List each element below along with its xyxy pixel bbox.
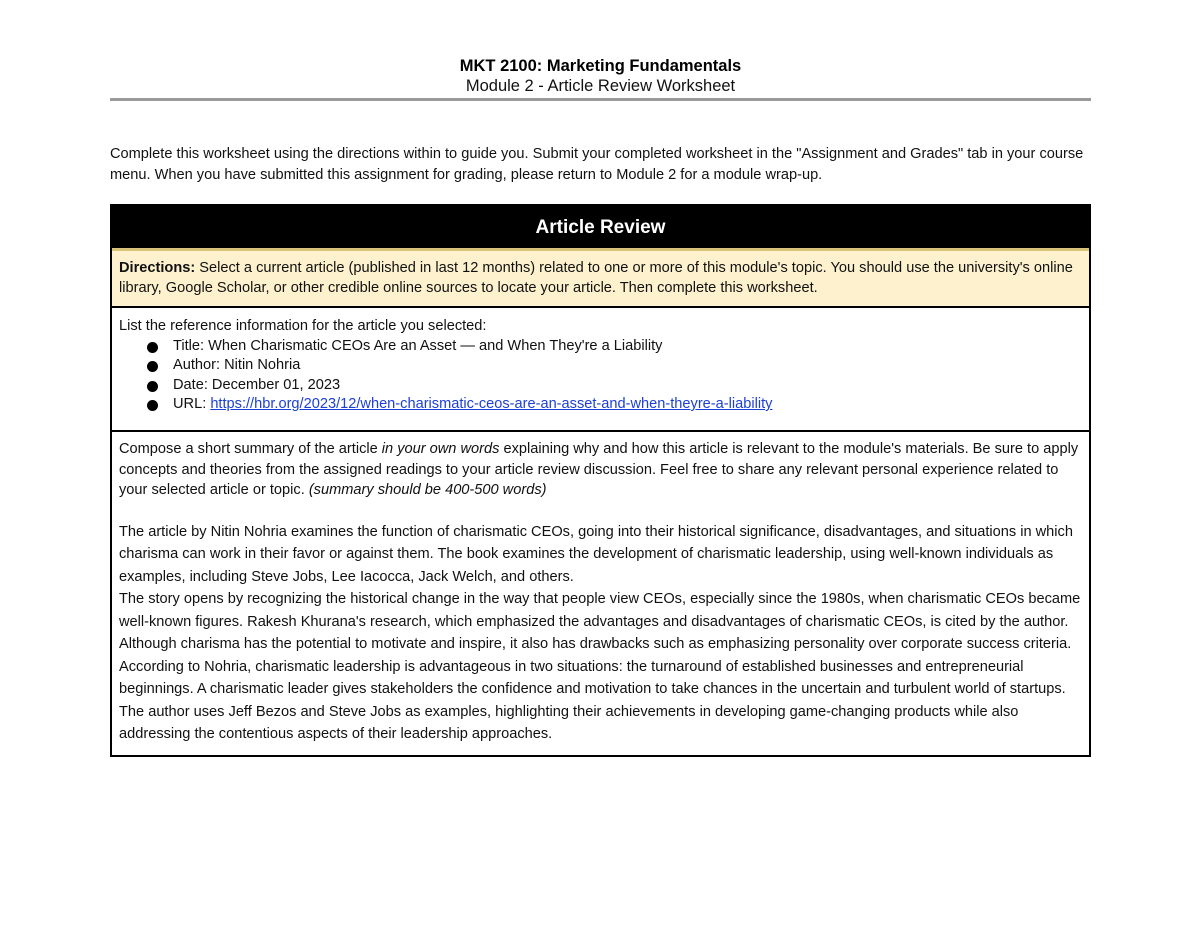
summary-prompt-part1: Compose a short summary of the article xyxy=(119,441,382,457)
summary-prompt xyxy=(119,439,1082,501)
reference-author: Author: Nitin Nohria xyxy=(173,357,301,373)
list-item xyxy=(147,376,1082,396)
summary-prompt-emphasis: in your own words xyxy=(381,441,500,457)
bullet-icon xyxy=(147,361,158,372)
reference-section xyxy=(112,308,1089,432)
list-item xyxy=(147,356,1082,376)
answer-paragraph: According to Nohria, charismatic leadership is advantageous in two situations: the turnaround of established businesses and entrepreneurial beginnings. A charismatic leader gives stakeholders the confidence and motivation to take chances in the uncertain and turbulent world of startups. The author uses Jeff Bezos and Steve Jobs as examples, highlighting their achievements in developing game-changing products while also addressing the contentious aspects of their leadership approaches. xyxy=(119,658,1066,742)
bullet-icon xyxy=(147,400,158,411)
bullet-icon xyxy=(147,381,158,392)
reference-list xyxy=(119,337,1082,415)
summary-prompt-part3: explaining why and how this article is relevant to the module's materials. Be sure to apply concepts and theories from the assigned readings to your article review discussion. Feel free to share any relevant personal experience related to your selected article or topic. xyxy=(119,441,1079,498)
article-url-link[interactable]: https://hbr.org/2023/12/when-charismatic-ceos-are-an-asset-and-when-theyre-a-liability xyxy=(210,396,773,412)
list-item xyxy=(147,395,1082,415)
reference-prompt: List the reference information for the article you selected: xyxy=(119,318,487,334)
summary-section xyxy=(112,432,1089,755)
worksheet-page xyxy=(110,0,1091,742)
course-title: MKT 2100: Marketing Fundamentals xyxy=(459,57,742,75)
article-review-table xyxy=(110,204,1091,757)
reference-date: Date: December 01, 2023 xyxy=(173,376,341,393)
header-divider xyxy=(110,98,1091,101)
directions-text: Select a current article (published in last 12 months) related to one or more of this module's topic. You should use the university's online library, Google Scholar, or other credible online sources to locate your article. Then complete this worksheet. xyxy=(119,260,1073,296)
reference-title: Title: When Charismatic CEOs Are an Asset — and When They're a Liability xyxy=(173,337,663,354)
summary-answer xyxy=(119,521,1082,746)
answer-paragraph: The article by Nitin Nohria examines the function of charismatic CEOs, going into their historical significance, disadvantages, and situations in which charisma can work in their favor or against them. The book examines the development of charismatic leadership, using well-known individuals as examples, including Steve Jobs, Lee Iacocca, Jack Welch, and others. xyxy=(119,523,1073,585)
list-item xyxy=(147,337,1082,357)
reference-url-label: URL: xyxy=(173,396,211,412)
module-title: Module 2 - Article Review Worksheet xyxy=(465,77,736,95)
bullet-icon xyxy=(147,342,158,353)
intro-text: Complete this worksheet using the directions within to guide you. Submit your completed worksheet in the "Assignment and Grades" tab in your course menu. When you have submitted this assignment for grading, please return to Module 2 for a module wrap-up. xyxy=(110,146,1084,183)
directions-section xyxy=(112,248,1089,308)
directions-label: Directions: xyxy=(119,260,196,276)
summary-word-count-note: (summary should be 400-500 words) xyxy=(308,482,547,498)
answer-paragraph: The story opens by recognizing the historical change in the way that people view CEOs, especially since the 1980s, when charismatic CEOs became well-known figures. Rakesh Khurana's research, which emphasized the advantages and disadvantages of charismatic CEOs, is cited by the author. Although charisma has the potential to motivate and inspire, it also has drawbacks such as emphasizing personality over corporate success criteria. xyxy=(119,591,1081,652)
document-header xyxy=(110,0,1091,101)
article-review-heading: Article Review xyxy=(112,206,1089,248)
